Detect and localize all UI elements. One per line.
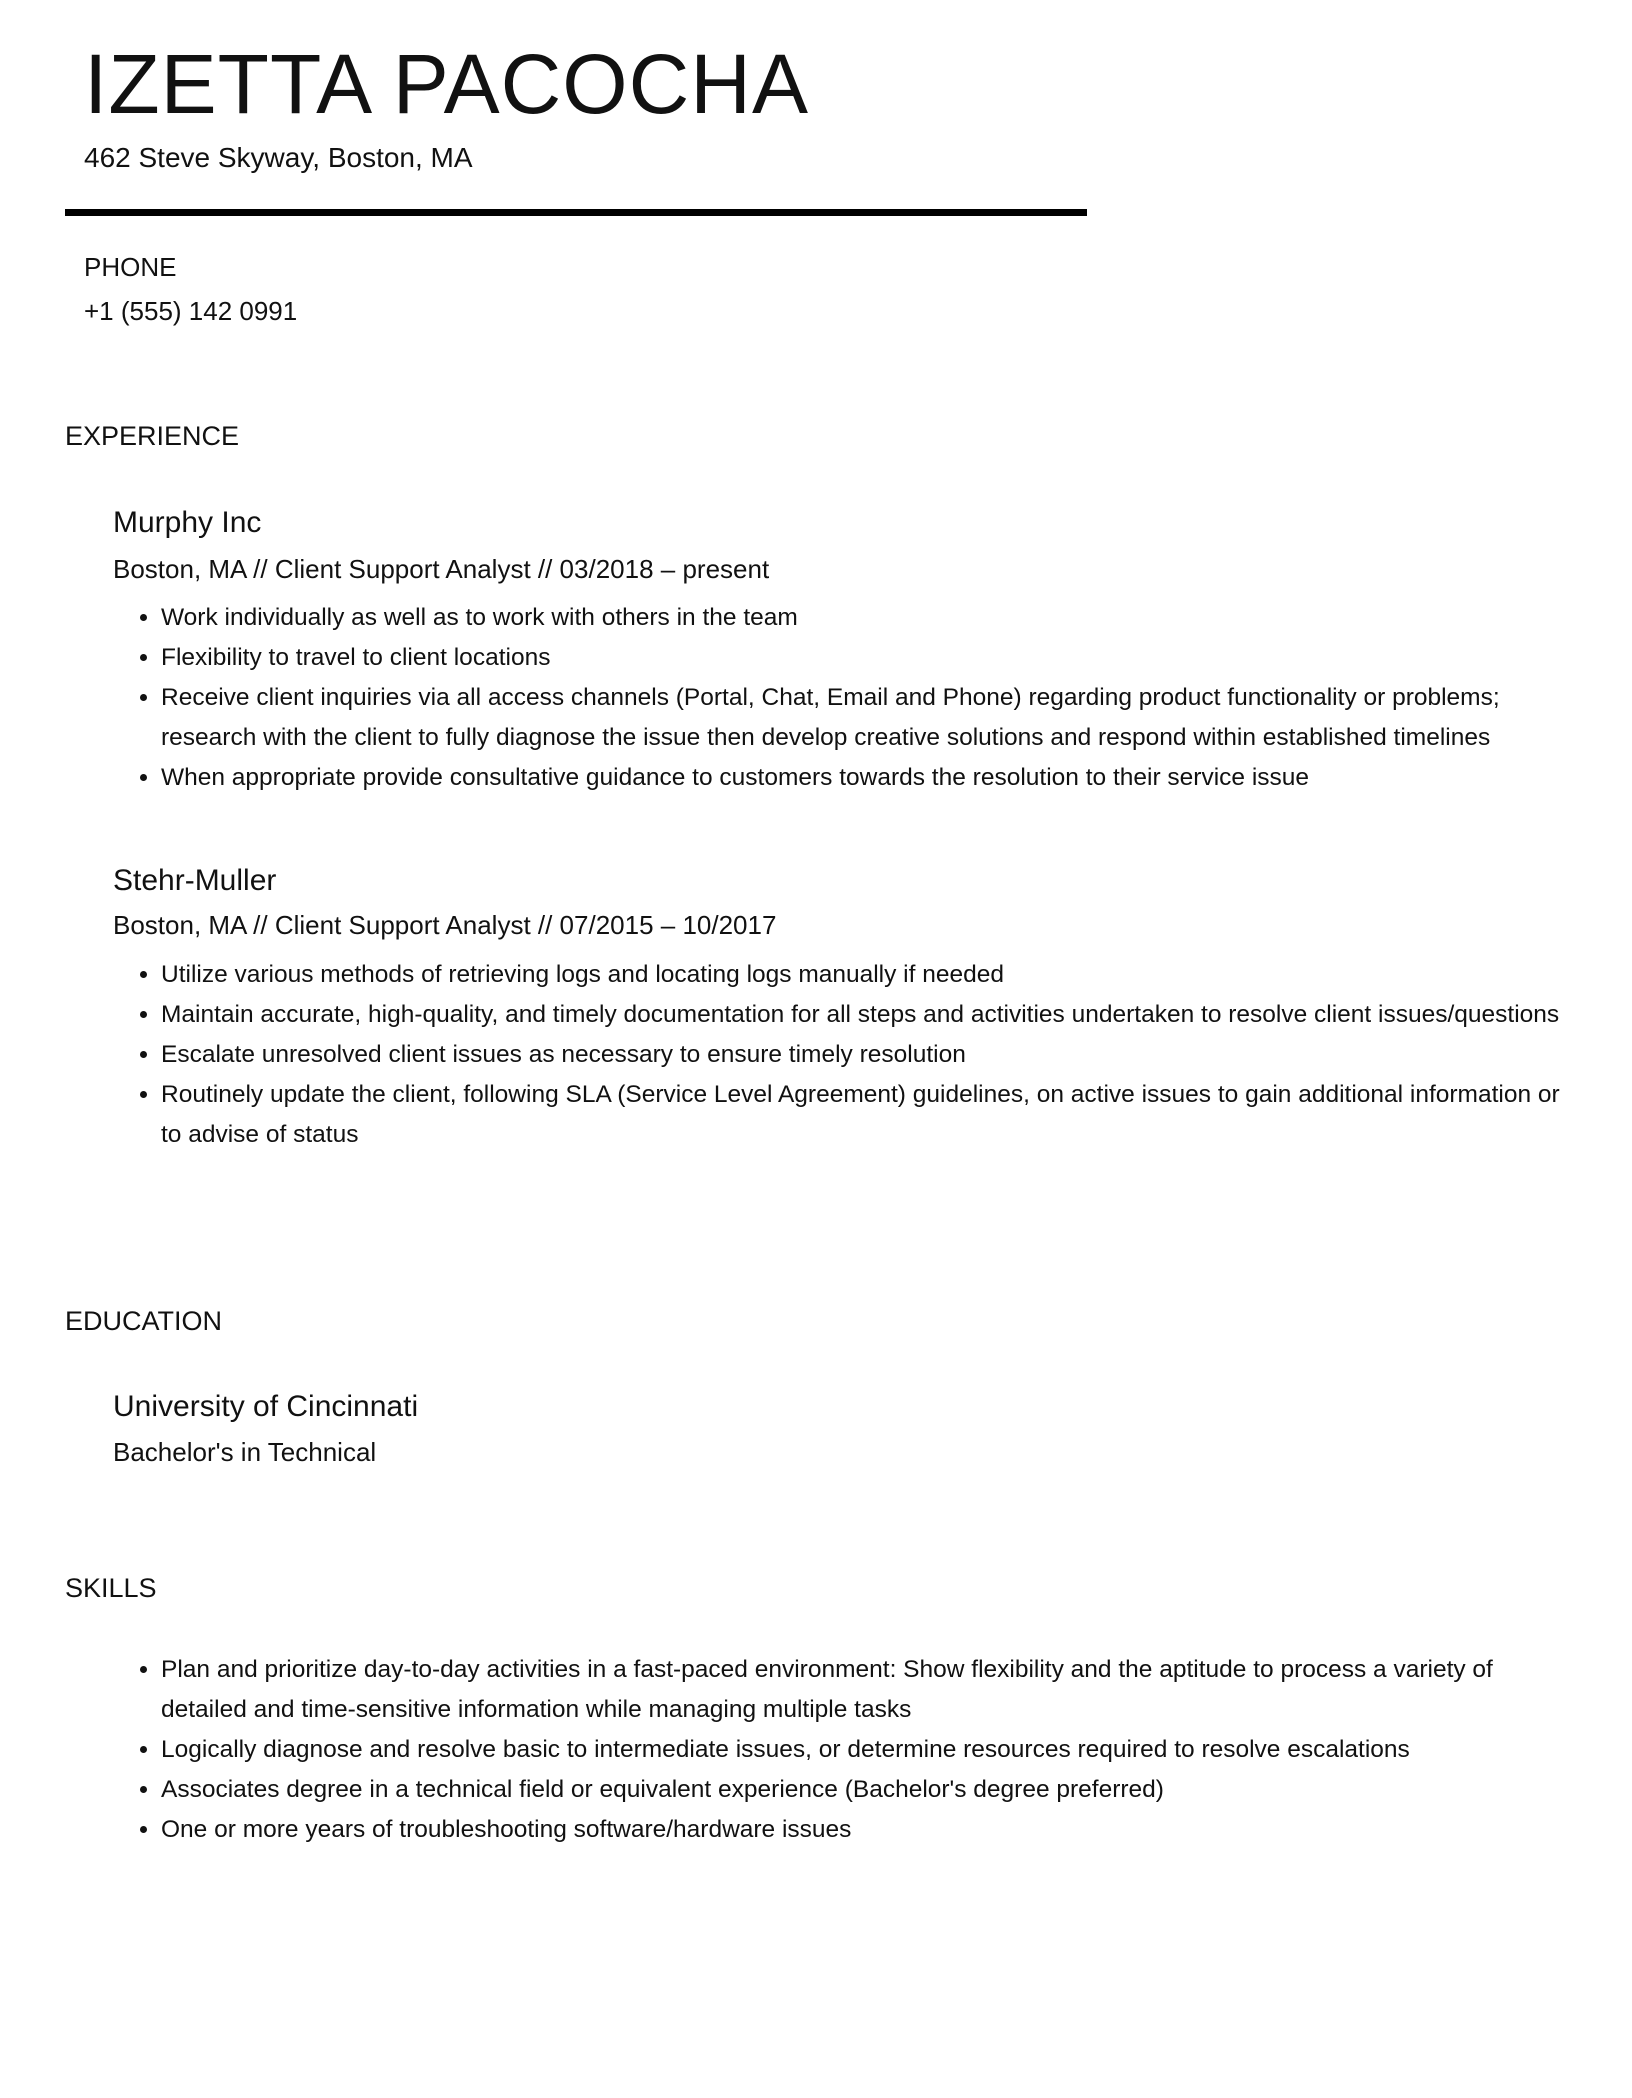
phone-label: PHONE (84, 252, 177, 282)
list-item: • Receive client inquiries via all access channels (Portal, Chat, Email and Phone) regarding product functionality or problems; research with the client to fully diagnose the issue then develop creative solutions and respond within established timelines (161, 678, 1581, 758)
job-details: Boston, MA // Client Support Analyst // 07/2015 – 10/2017 (113, 910, 777, 940)
address: 462 Steve Skyway, Boston, MA (84, 142, 473, 173)
list-item: • Logically diagnose and resolve basic to intermediate issues, or determine resources required to resolve escalations (161, 1730, 1581, 1770)
list-item: • Escalate unresolved client issues as necessary to ensure timely resolution (161, 1035, 1581, 1075)
job-company: Stehr-Muller (113, 864, 277, 897)
job-bullets (113, 955, 1581, 1155)
candidate-name: IZETTA PACOCHA (84, 37, 809, 131)
list-item: • Utilize various methods of retrieving logs and locating logs manually if needed (161, 955, 1581, 995)
list-item: • When appropriate provide consultative guidance to customers towards the resolution to their service issue (161, 758, 1581, 798)
header-divider (65, 209, 1087, 216)
experience-heading: EXPERIENCE (65, 421, 240, 451)
job-company: Murphy Inc (113, 506, 262, 539)
list-item: • Associates degree in a technical field or equivalent experience (Bachelor's degree preferred) (161, 1770, 1581, 1810)
list-item: • One or more years of troubleshooting software/hardware issues (161, 1810, 1581, 1850)
skills-list (113, 1650, 1581, 1850)
list-item: • Maintain accurate, high-quality, and timely documentation for all steps and activities undertaken to resolve client issues/questions (161, 995, 1581, 1035)
phone-value: +1 (555) 142 0991 (84, 296, 298, 326)
school-name: University of Cincinnati (113, 1390, 419, 1423)
list-item: • Routinely update the client, following SLA (Service Level Agreement) guidelines, on active issues to gain additional information or to advise of status (161, 1075, 1581, 1155)
list-item: • Work individually as well as to work with others in the team (161, 598, 1581, 638)
job-details: Boston, MA // Client Support Analyst // 03/2018 – present (113, 554, 770, 584)
education-heading: EDUCATION (65, 1306, 223, 1336)
list-item: • Plan and prioritize day-to-day activities in a fast-paced environment: Show flexibility and the aptitude to process a variety of detailed and time-sensitive information while managing multiple tasks (161, 1650, 1581, 1730)
skills-heading: SKILLS (65, 1573, 157, 1603)
list-item: • Flexibility to travel to client locations (161, 638, 1581, 678)
job-bullets (113, 598, 1581, 798)
degree: Bachelor's in Technical (113, 1437, 377, 1467)
